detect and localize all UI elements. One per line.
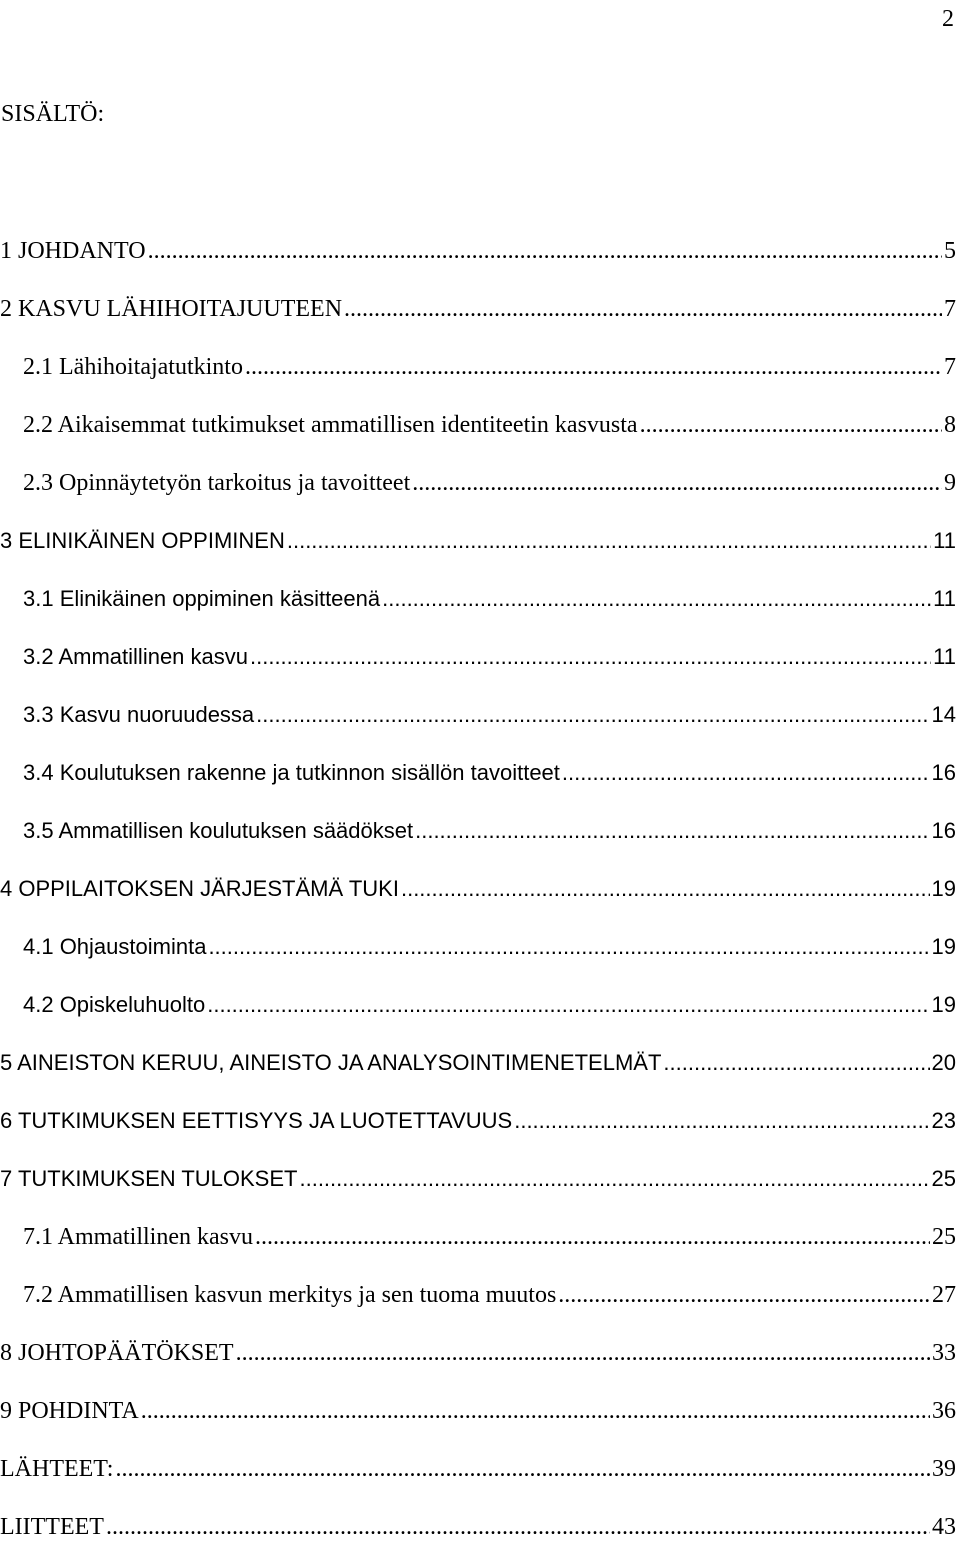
toc-entry[interactable]	[0, 987, 956, 1045]
toc-entry-title: 2.2 Aikaisemmat tutkimukset ammatillisen identiteetin kasvusta	[23, 412, 638, 438]
toc-entry-title: 3.4 Koulutuksen rakenne ja tutkinnon sisällön tavoitteet	[23, 760, 560, 785]
dot-leader	[141, 1393, 930, 1429]
dot-leader	[412, 465, 942, 501]
toc-entry[interactable]	[0, 1393, 956, 1451]
dot-leader	[245, 349, 942, 385]
toc-entry[interactable]	[0, 1103, 956, 1161]
toc-entry-title: 8 JOHTOPÄÄTÖKSET	[0, 1340, 234, 1366]
toc-entry-title: 5 AINEISTON KERUU, AINEISTO JA ANALYSOINTIMENETELMÄT	[0, 1050, 662, 1075]
toc-entry-page: 16	[931, 818, 956, 843]
toc-entry-title: 3.3 Kasvu nuoruudessa	[23, 702, 255, 727]
toc-entry-page: 16	[931, 760, 956, 785]
toc-entry[interactable]	[0, 1219, 956, 1277]
dot-leader	[640, 407, 942, 443]
toc-entry-page: 39	[932, 1456, 956, 1482]
dot-leader	[562, 755, 930, 791]
toc-entry-page: 43	[932, 1514, 956, 1540]
toc-entry-title: LIITTEET	[0, 1514, 104, 1540]
dot-leader	[148, 233, 942, 269]
dot-leader	[663, 1045, 929, 1081]
table-of-contents	[0, 233, 956, 1567]
dot-leader	[115, 1451, 930, 1487]
dot-leader	[255, 1219, 930, 1255]
toc-entry-title: 3.1 Elinikäinen oppiminen käsitteenä	[23, 586, 381, 611]
dot-leader	[382, 581, 931, 617]
toc-entry[interactable]	[0, 697, 956, 755]
toc-entry-page: 23	[931, 1108, 956, 1133]
toc-entry-page: 7	[944, 296, 956, 322]
toc-entry-title: 4.1 Ohjaustoiminta	[23, 934, 207, 959]
toc-entry-page: 14	[931, 702, 956, 727]
toc-entry-title: 6 TUTKIMUKSEN EETTISYYS JA LUOTETTAVUUS	[0, 1108, 513, 1133]
toc-entry-page: 19	[931, 876, 956, 901]
dot-leader	[514, 1103, 929, 1139]
toc-entry-title: 2.3 Opinnäytetyön tarkoitus ja tavoitteet	[23, 470, 411, 496]
toc-entry[interactable]	[0, 813, 956, 871]
dot-leader	[256, 697, 929, 733]
toc-entry-title: 3 ELINIKÄINEN OPPIMINEN	[0, 528, 285, 553]
toc-entry[interactable]	[0, 871, 956, 929]
dot-leader	[401, 871, 930, 907]
toc-entry-title: 7.2 Ammatillisen kasvun merkitys ja sen tuoma muutos	[23, 1282, 557, 1308]
toc-entry[interactable]	[0, 1335, 956, 1393]
toc-entry[interactable]	[0, 407, 956, 465]
toc-entry-page: 20	[931, 1050, 956, 1075]
toc-entry[interactable]	[0, 639, 956, 697]
dot-leader	[236, 1335, 930, 1371]
toc-entry-page: 8	[944, 412, 956, 438]
toc-entry-title: 4 OPPILAITOKSEN JÄRJESTÄMÄ TUKI	[0, 876, 399, 901]
toc-entry-page: 19	[931, 934, 956, 959]
dot-leader	[106, 1509, 930, 1545]
toc-entry[interactable]	[0, 523, 956, 581]
toc-entry-title: 3.2 Ammatillinen kasvu	[23, 644, 248, 669]
dot-leader	[207, 987, 929, 1023]
toc-entry-page: 11	[933, 586, 956, 611]
toc-entry-title: 2.1 Lähihoitajatutkinto	[23, 354, 243, 380]
dot-leader	[344, 291, 942, 327]
toc-entry-page: 19	[931, 992, 956, 1017]
toc-entry[interactable]	[0, 929, 956, 987]
toc-entry[interactable]	[0, 233, 956, 291]
toc-entry-title: 7.1 Ammatillinen kasvu	[23, 1224, 253, 1250]
toc-entry[interactable]	[0, 291, 956, 349]
toc-entry-title: 3.5 Ammatillisen koulutuksen säädökset	[23, 818, 414, 843]
toc-entry-title: 2 KASVU LÄHIHOITAJUUTEEN	[0, 296, 343, 322]
dot-leader	[208, 929, 929, 965]
toc-entry[interactable]	[0, 1277, 956, 1335]
toc-entry[interactable]	[0, 465, 956, 523]
toc-entry[interactable]	[0, 1161, 956, 1219]
dot-leader	[299, 1161, 929, 1197]
toc-entry-title: 7 TUTKIMUKSEN TULOKSET	[0, 1166, 298, 1191]
toc-entry-page: 25	[932, 1224, 956, 1250]
toc-entry[interactable]	[0, 349, 956, 407]
toc-entry-page: 5	[944, 238, 956, 264]
toc-entry-page: 27	[932, 1282, 956, 1308]
toc-entry-title: 4.2 Opiskeluhuolto	[23, 992, 206, 1017]
toc-entry-page: 25	[931, 1166, 956, 1191]
dot-leader	[558, 1277, 930, 1313]
dot-leader	[415, 813, 929, 849]
toc-heading: SISÄLTÖ:	[1, 101, 105, 127]
dot-leader	[287, 523, 931, 559]
toc-entry[interactable]	[0, 1451, 956, 1509]
toc-entry-page: 9	[944, 470, 956, 496]
toc-entry-page: 7	[944, 354, 956, 380]
page-number: 2	[942, 6, 954, 32]
toc-entry-page: 33	[932, 1340, 956, 1366]
toc-entry[interactable]	[0, 1045, 956, 1103]
toc-entry[interactable]	[0, 581, 956, 639]
toc-entry-page: 11	[933, 644, 956, 669]
toc-entry-title: LÄHTEET:	[0, 1456, 114, 1482]
toc-entry-title: 9 POHDINTA	[0, 1398, 139, 1424]
toc-entry-page: 11	[933, 528, 956, 553]
toc-entry-title: 1 JOHDANTO	[0, 238, 146, 264]
toc-entry[interactable]	[0, 1509, 956, 1567]
dot-leader	[250, 639, 931, 675]
toc-entry[interactable]	[0, 755, 956, 813]
toc-entry-page: 36	[932, 1398, 956, 1424]
